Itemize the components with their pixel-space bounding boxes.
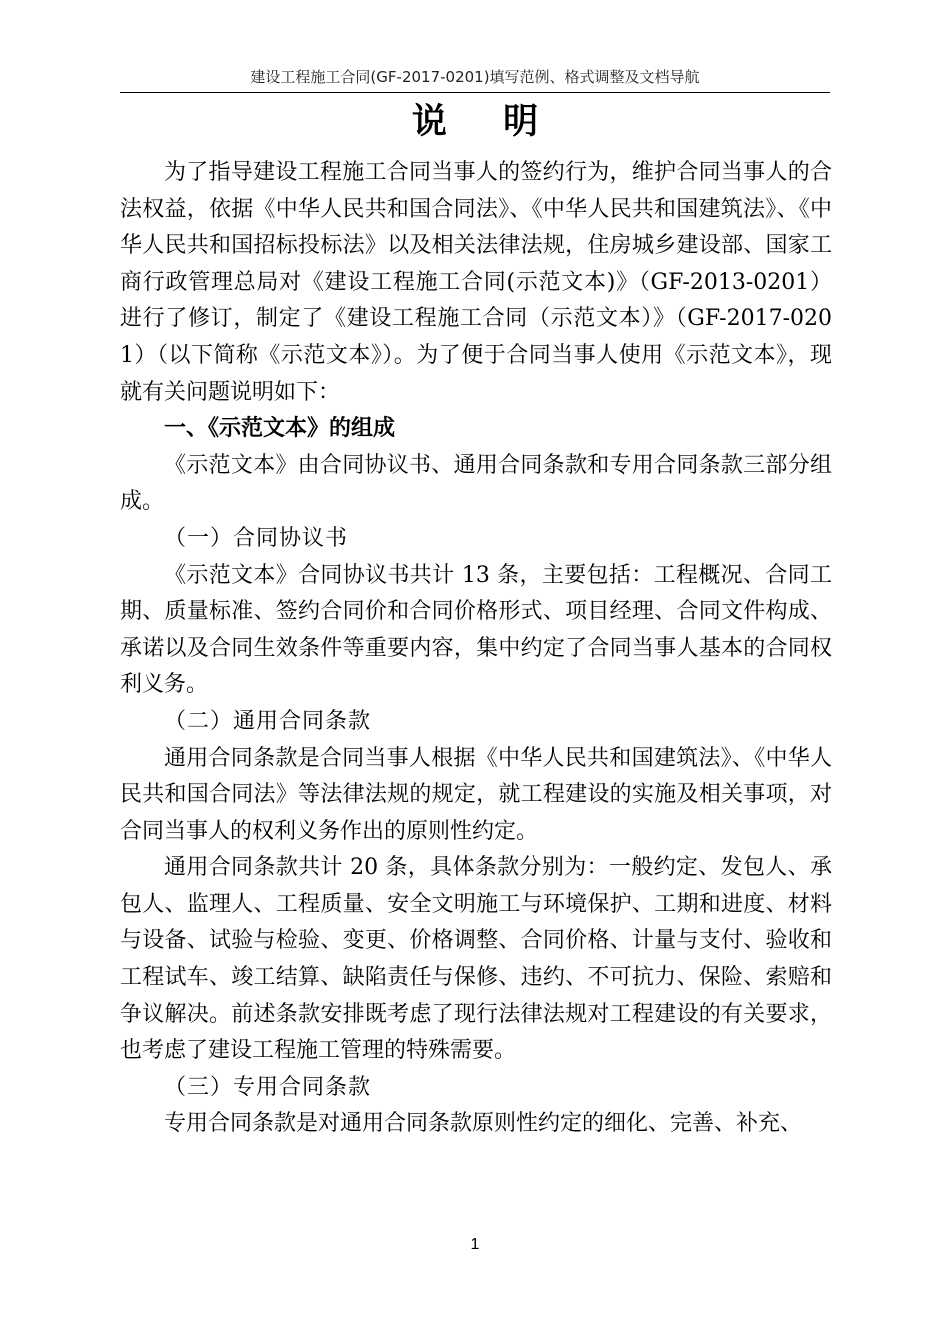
running-header: 建设工程施工合同(GF-2017-0201)填写范例、格式调整及文档导航 xyxy=(250,68,700,86)
header-divider xyxy=(120,92,830,93)
paragraph-composition: 《示范文本》由合同协议书、通用合同条款和专用合同条款三部分组成。 xyxy=(120,452,832,515)
page-title: 说 明 xyxy=(411,102,561,142)
page-number: 1 xyxy=(470,1236,480,1253)
document-body xyxy=(120,155,832,1143)
paragraph-agreement: 《示范文本》合同协议书共计 13 条，主要包括：工程概况、合同工期、质量标准、签约合同价和合同价格形式、项目经理、合同文件构成、承诺以及合同生效条件等重要内容，集中约定了合同当事人基本的合同权利义务。 xyxy=(120,562,832,698)
subheading-general-terms: （二）通用合同条款 xyxy=(164,708,372,734)
section-heading-composition: 一、《示范文本》的组成 xyxy=(164,416,396,442)
subheading-special-terms: （三）专用合同条款 xyxy=(164,1074,372,1100)
paragraph-special-terms: 专用合同条款是对通用合同条款原则性约定的细化、完善、补充、 xyxy=(164,1111,803,1137)
paragraph-intro: 为了指导建设工程施工合同当事人的签约行为，维护合同当事人的合法权益，依据《中华人民共和国合同法》、《中华人民共和国建筑法》、《中华人民共和国招标投标法》以及相关法律法规，住房城乡建设部、国家工商行政管理总局对《建设工程施工合同(示范文本)》（GF-2013-0201）进行了修订，制定了《建设工程施工合同（示范文本）》（GF-2017-0201）（以下简称《示范文本》）。为了便于合同当事人使用《示范文本》，现就有关问题说明如下： xyxy=(120,160,832,405)
paragraph-general-terms-list: 通用合同条款共计 20 条，具体条款分别为：一般约定、发包人、承包人、监理人、工程质量、安全文明施工与环境保护、工期和进度、材料与设备、试验与检验、变更、价格调整、合同价格、计量与支付、验收和工程试车、竣工结算、缺陷责任与保修、违约、不可抗力、保险、索赔和争议解决。前述条款安排既考虑了现行法律法规对工程建设的有关要求，也考虑了建设工程施工管理的特殊需要。 xyxy=(120,855,832,1064)
subheading-agreement: （一）合同协议书 xyxy=(164,525,349,551)
paragraph-general-terms-definition: 通用合同条款是合同当事人根据《中华人民共和国建筑法》、《中华人民共和国合同法》等法律法规的规定，就工程建设的实施及相关事项，对合同当事人的权利义务作出的原则性约定。 xyxy=(120,745,832,844)
